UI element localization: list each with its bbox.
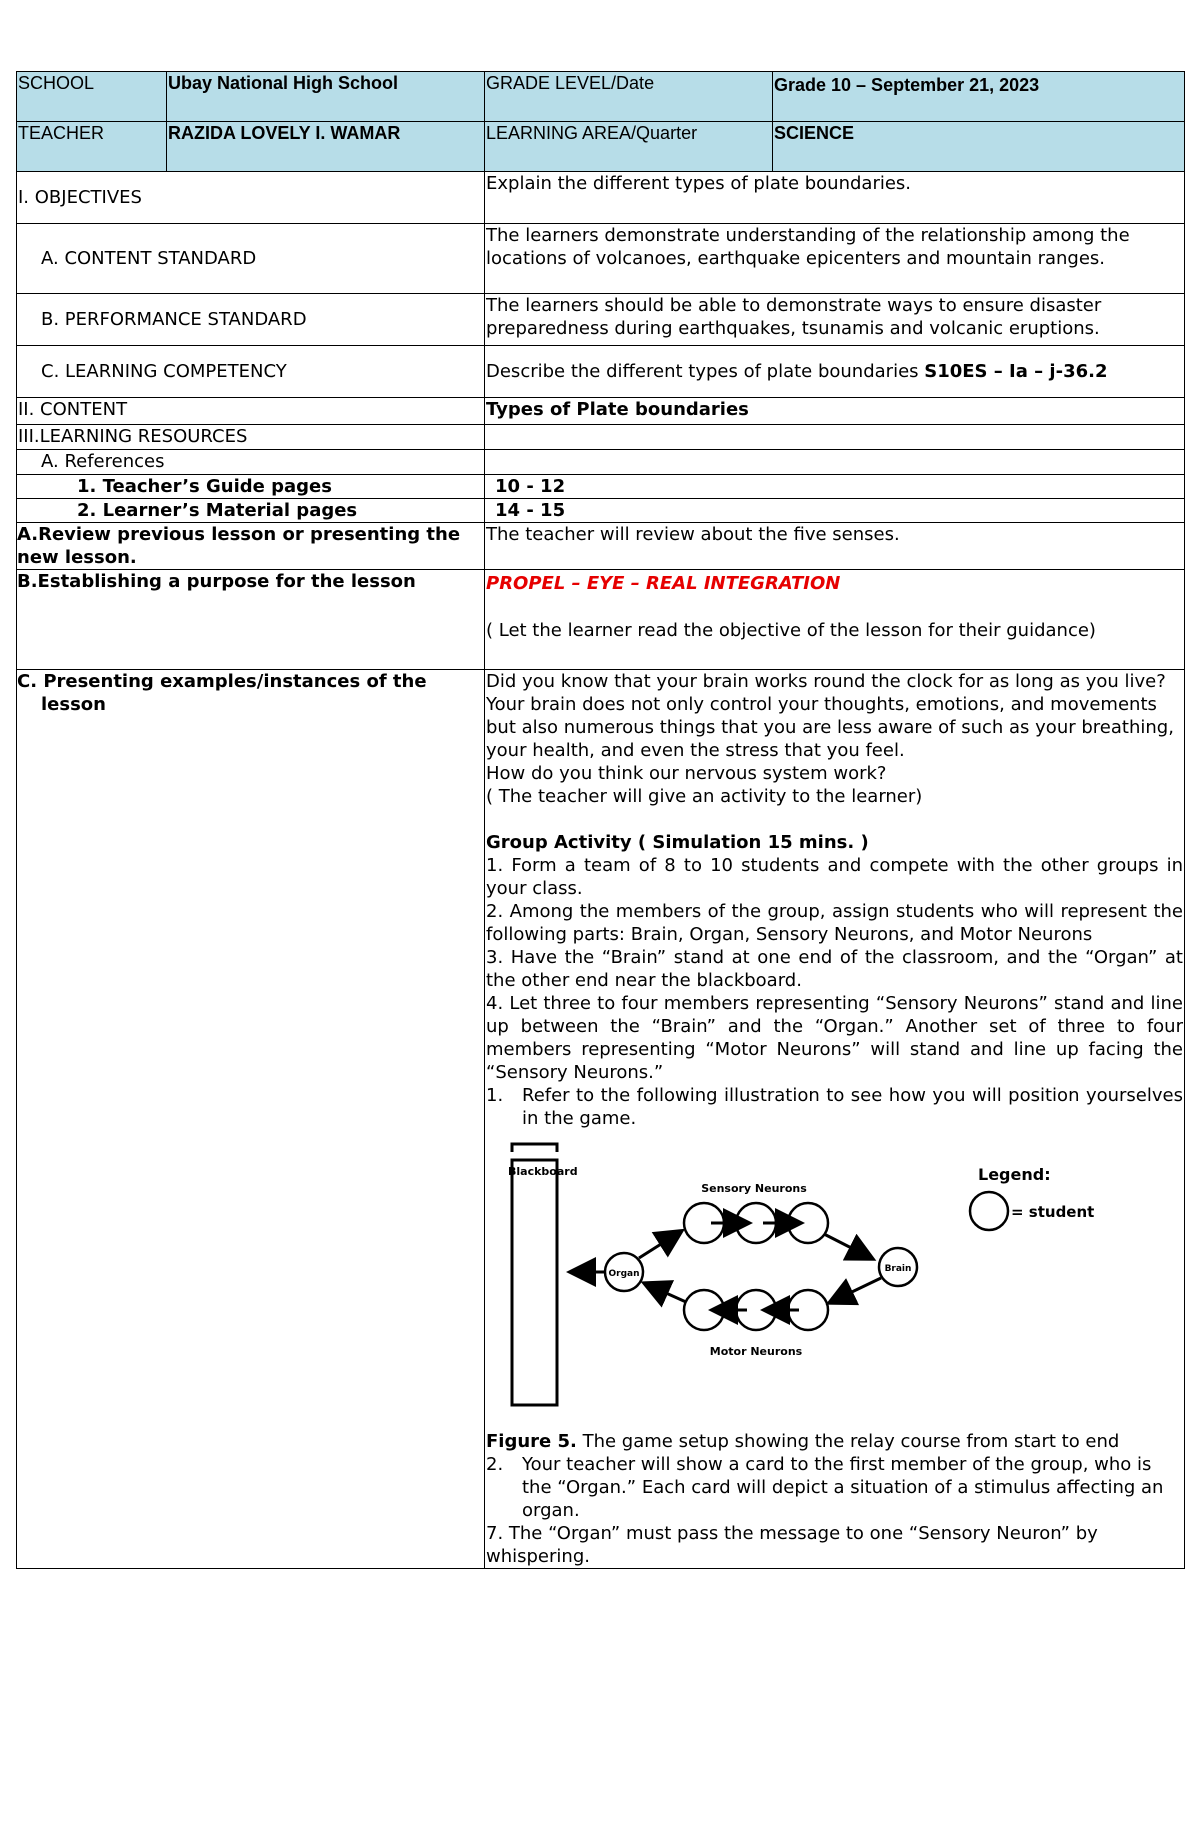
grade-value: Grade 10 – September 21, 2023 xyxy=(773,72,1185,122)
presenting-label-cell xyxy=(17,670,485,1569)
relay-figure xyxy=(486,1130,1183,1430)
performance-standard-row xyxy=(17,294,1185,346)
objectives-label: I. OBJECTIVES xyxy=(17,172,485,224)
objectives-row xyxy=(17,172,1185,224)
presenting-label: C. Presenting examples/instances of the lesson xyxy=(17,671,427,715)
step-5-num: 1. xyxy=(486,1085,504,1106)
competency-label: C. LEARNING COMPETENCY xyxy=(17,346,485,398)
figure-label: Figure 5. xyxy=(486,1431,577,1452)
purpose-row xyxy=(17,570,1185,670)
resources-empty xyxy=(485,425,1185,450)
header-row-school xyxy=(17,72,1185,122)
figure-caption-text: The game setup showing the relay course from start to end xyxy=(576,1431,1120,1452)
objectives-value: Explain the different types of plate boundaries. xyxy=(485,172,1185,224)
content-value: Types of Plate boundaries xyxy=(485,398,1185,425)
step-6-num: 2. xyxy=(486,1454,504,1475)
step-6-text: Your teacher will show a card to the first member of the group, who is the “Organ.” Each card will depict a situation of a stimulus affecting an organ. xyxy=(522,1454,1164,1521)
presenting-cell xyxy=(485,670,1185,1569)
brain-label: Brain xyxy=(884,1264,912,1274)
resources-label: III.LEARNING RESOURCES xyxy=(17,425,485,450)
activity-title: Group Activity ( Simulation 15 mins. ) xyxy=(486,832,869,853)
purpose-value: ( Let the learner read the objective of the lesson for their guidance) xyxy=(486,620,1096,641)
review-label: A.Review previous lesson or presenting the new lesson. xyxy=(17,523,485,570)
content-standard-label: A. CONTENT STANDARD xyxy=(17,224,485,294)
step-7: 7. The “Organ” must pass the message to one “Sensory Neuron” by whispering. xyxy=(486,1523,1098,1567)
presenting-note: ( The teacher will give an activity to the learner) xyxy=(486,786,923,807)
lesson-plan-table xyxy=(16,71,1185,1569)
motor-label: Motor Neurons xyxy=(709,1345,803,1358)
presenting-intro: Did you know that your brain works round the clock for as long as you live? Your brain does not only control your thoughts, emotions, and movements but also numerous things that you are less aware of such as your breathing, your health, and even the stress that you feel. xyxy=(486,671,1174,761)
teacher-label: TEACHER xyxy=(17,122,167,172)
presenting-question: How do you think our nervous system work? xyxy=(486,763,887,784)
tg-row xyxy=(17,475,1185,499)
sensory-label: Sensory Neurons xyxy=(701,1182,807,1195)
legend-text: = student xyxy=(1011,1203,1095,1221)
step-6 xyxy=(486,1453,1183,1522)
organ-label: Organ xyxy=(608,1269,640,1279)
references-empty xyxy=(485,450,1185,475)
step-4: 4. Let three to four members representing “Sensory Neurons” stand and line up between the “Brain” and the “Organ.” Another set of three to four members representing “Motor Neurons” will stand and line up facing the “Sensory Neurons.” xyxy=(486,993,1183,1083)
competency-row xyxy=(17,346,1185,398)
lm-label: 2. Learner’s Material pages xyxy=(17,499,485,523)
area-label: LEARNING AREA/Quarter xyxy=(485,122,773,172)
relay-diagram xyxy=(486,1130,1186,1430)
step-3: 3. Have the “Brain” stand at one end of the classroom, and the “Organ” at the other end near the blackboard. xyxy=(486,947,1183,991)
legend-circle xyxy=(970,1192,1008,1230)
content-label: II. CONTENT xyxy=(17,398,485,425)
figure-caption xyxy=(486,1430,1183,1453)
legend-title: Legend: xyxy=(978,1165,1051,1184)
review-row xyxy=(17,523,1185,570)
content-row xyxy=(17,398,1185,425)
lm-row xyxy=(17,499,1185,523)
area-value: SCIENCE xyxy=(773,122,1185,172)
blackboard-label: Blackboard xyxy=(508,1165,578,1178)
school-label: SCHOOL xyxy=(17,72,167,122)
lm-value: 14 - 15 xyxy=(485,499,1185,523)
blackboard-shape xyxy=(512,1160,557,1405)
content-standard-row xyxy=(17,224,1185,294)
resources-row xyxy=(17,425,1185,450)
tg-value: 10 - 12 xyxy=(485,475,1185,499)
competency-code: S10ES – Ia – j-36.2 xyxy=(924,361,1108,382)
performance-standard-value: The learners should be able to demonstrate ways to ensure disaster preparedness during earthquakes, tsunamis and volcanic eruptions. xyxy=(485,294,1185,346)
presenting-row xyxy=(17,670,1185,1569)
purpose-label: B.Establishing a purpose for the lesson xyxy=(17,570,485,670)
references-row xyxy=(17,450,1185,475)
step-2: 2. Among the members of the group, assign students who will represent the following parts: Brain, Organ, Sensory Neurons, and Motor Neurons xyxy=(486,901,1183,945)
header-row-teacher xyxy=(17,122,1185,172)
performance-standard-label: B. PERFORMANCE STANDARD xyxy=(17,294,485,346)
step-5-text: Refer to the following illustration to see how you will position yourselves in the game. xyxy=(522,1085,1183,1129)
step-5 xyxy=(486,1084,1183,1130)
review-value: The teacher will review about the five senses. xyxy=(485,523,1185,570)
references-label: A. References xyxy=(17,450,485,475)
school-value: Ubay National High School xyxy=(167,72,485,122)
competency-value: Describe the different types of plate boundaries xyxy=(486,361,925,382)
purpose-cell xyxy=(485,570,1185,670)
grade-label: GRADE LEVEL/Date xyxy=(485,72,773,122)
content-standard-value: The learners demonstrate understanding of the relationship among the locations of volcanoes, earthquake epicenters and mountain ranges. xyxy=(485,224,1185,294)
teacher-value: RAZIDA LOVELY I. WAMAR xyxy=(167,122,485,172)
step-1: 1. Form a team of 8 to 10 students and compete with the other groups in your class. xyxy=(486,855,1183,899)
lesson-plan-page xyxy=(16,71,1184,1569)
competency-cell xyxy=(485,346,1185,398)
integration-title: PROPEL – EYE – REAL INTEGRATION xyxy=(486,573,841,594)
tg-label: 1. Teacher’s Guide pages xyxy=(17,475,485,499)
